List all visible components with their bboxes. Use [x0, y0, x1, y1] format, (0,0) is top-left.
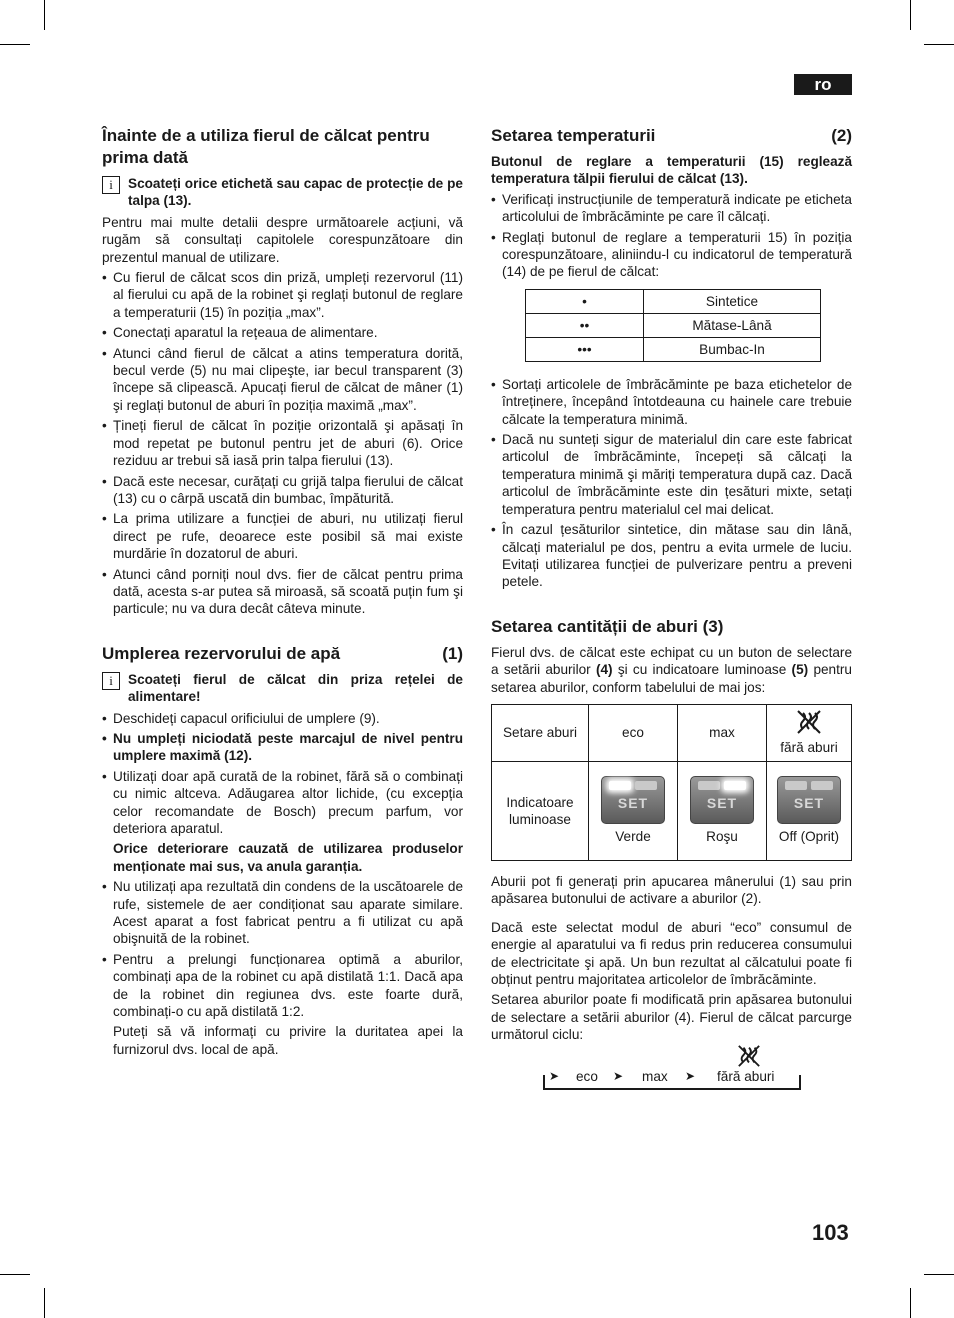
- list-item: • Cu fierul de călcat scos din priză, umpleți rezervorul (11) al fierului cu apă de la robinet şi reglați butonul de reglare a temperaturii (15) în poziția „max”.: [102, 269, 463, 321]
- paragraph: Aburii pot fi generați prin apucarea mânerului (1) sau prin apăsarea butonului de activare a aburilor (2).: [491, 873, 852, 907]
- list-item: • Reglați butonul de reglare a temperaturii 15) în poziția corespunzătoare, aliniindu-l cu indicatorul de temperatură (14) de pe fierul de călcat:: [491, 229, 852, 281]
- left-column: [102, 125, 463, 1061]
- list-item: • Nu umpleți niciodată peste marcajul de nivel pentru umplere maximă (12).: [102, 730, 463, 765]
- arrow-right-icon: ➤: [685, 1068, 696, 1083]
- no-steam-icon: [767, 709, 851, 739]
- list-item: • Pentru a prelungi funcționarea optimă a aburilor, combinați apa de la robinet cu apă distilată 1:1. Dacă apa de la robinet din regiunea dvs. este foarte dură, combinați-o cu apă distilată 1:2. Puteți să vă informați cu privire la duritatea apei la furnizorul dvs. local de apă.: [102, 951, 463, 1058]
- crop-mark: [0, 44, 30, 45]
- page-number: 103: [812, 1220, 849, 1245]
- indicator-green-image: SET: [601, 776, 665, 824]
- list-item: • Dacă nu sunteți sigur de materialul din care este fabricat articolul de îmbrăcăminte, începeți să călcați la temperatura minimă şi măriți temperatura după caz. Dacă articolul de îmbrăcăminte este din țesături mixte, setați temperatura pentru materialul cel mai delicat.: [491, 431, 852, 518]
- section-title-temperature: Setarea temperaturii (2): [491, 126, 852, 145]
- steam-cycle-diagram: ➤ eco ➤ max ➤ fără aburi: [491, 1048, 852, 1118]
- temperature-table: [525, 289, 821, 362]
- bullet-list: [491, 376, 852, 591]
- arrow-right-icon: ➤: [613, 1068, 624, 1083]
- crop-mark: [924, 44, 954, 45]
- list-item: • Atunci când fierul de călcat a atins temperatura dorită, becul verde (5) nu mai clipeşte, iar becul transparent (3) începe să clipească. Apucați fierul de călcat de mâner (1) şi reglați butonul de aburi în poziția maximă „max”.: [102, 345, 463, 415]
- crop-mark: [910, 0, 911, 30]
- crop-mark: [910, 1288, 911, 1318]
- table-row: Setare aburi eco max fără aburi: [492, 704, 852, 761]
- steam-table: [491, 704, 852, 861]
- section-title-first-use: Înainte de a utiliza fierul de călcat pentru prima dată: [102, 126, 430, 167]
- right-column: [491, 125, 852, 1118]
- table-row: • Sintetice: [526, 289, 821, 313]
- info-icon: i: [102, 672, 120, 690]
- section-title-fill-tank: Umplerea rezervorului de apă (1): [102, 643, 463, 663]
- table-row: •• Mătase-Lână: [526, 313, 821, 337]
- bullet-list: [102, 710, 463, 1059]
- arrow-right-icon: ➤: [549, 1068, 560, 1083]
- language-tab: ro: [794, 74, 852, 95]
- list-item: • Conectați aparatul la rețeaua de alimentare.: [102, 324, 463, 341]
- paragraph: Pentru mai multe detalii despre următoarele acțiuni, vă rugăm să consultați capitolele corespunzătoare din prezentul manual de utilizare.: [102, 214, 463, 265]
- list-item: • Deschideți capacul orificiului de umplere (9).: [102, 710, 463, 727]
- crop-mark: [0, 1274, 30, 1275]
- table-row: Indicatoare luminoase SET Verde SET Roşu SET Off (Oprit): [492, 761, 852, 860]
- info-icon: i: [102, 176, 120, 194]
- list-item: • Sortați articolele de îmbrăcăminte pe baza etichetelor de întreținere, începând întotdeauna cu hainele care trebuie călcate la temperatura minimă.: [491, 376, 852, 428]
- section-title-steam: Setarea cantității de aburi (3): [491, 616, 724, 636]
- list-item: • La prima utilizare a funcției de aburi, nu utilizați fierul direct pe rufe, deoarece este posibil să mai existe murdărie în dozatorul de aburi.: [102, 510, 463, 562]
- list-item: • Utilizați doar apă curată de la robinet, fără să o combinați cu nimic altceva. Adăugarea altor lichide, (cu excepția celor recomandate de Bosch) precum parfum, vor deteriora aparatul. Orice deteriorare cauzată de utilizarea produselor menționate mai sus, va anula garanția.: [102, 768, 463, 875]
- paragraph: Fierul dvs. de călcat este echipat cu un buton de selectare a setării aburilor (4) şi cu indicatoare luminoase (5) pentru setarea aburilor, conform tabelului de mai jos:: [491, 644, 852, 695]
- indicator-red-image: SET: [690, 776, 754, 824]
- info-note: i Scoateți orice etichetă sau capac de protecție de pe talpa (13).: [102, 175, 463, 210]
- crop-mark: [44, 0, 45, 30]
- list-item: • Dacă este necesar, curățați cu grijă talpa fierului de călcat (13) cu o cârpă uscată din bumbac, împăturită.: [102, 473, 463, 508]
- list-item: • În cazul țesăturilor sintetice, din mătase sau din lână, călcați materialul pe dos, pentru a evita urmele de luciu. Evitați utilizarea funcției de pulverizare pentru a preveni petele.: [491, 521, 852, 591]
- bullet-list: [102, 269, 463, 618]
- paragraph: Dacă este selectat modul de aburi “eco” consumul de energie al aparatului va fi redus prin reducerea consumului de electricitate şi apă. Un bun rezultat al călcatului poate fi obținut pentru majoritatea articolelor de îmbrăcăminte.: [491, 919, 852, 987]
- indicator-off-image: SET: [777, 776, 841, 824]
- info-note: i Scoateți fierul de călcat din priza rețelei de alimentare!: [102, 671, 463, 706]
- bullet-list: [491, 191, 852, 281]
- lead-paragraph: Butonul de reglare a temperaturii (15) reglează temperatura tălpii fierului de călcat (13).: [491, 154, 852, 187]
- crop-mark: [44, 1288, 45, 1318]
- list-item: • Atunci când porniți noul dvs. fier de călcat pentru prima dată, acesta s-ar putea să miroasă, să scoată puțin fum şi particule; nu va dura decât câteva minute.: [102, 566, 463, 618]
- table-row: ••• Bumbac-In: [526, 337, 821, 361]
- list-item: • Verificați instrucțiunile de temperatură indicate pe eticheta articolului de îmbrăcăminte pe care îl călcați.: [491, 191, 852, 226]
- paragraph: Setarea aburilor poate fi modificată prin apăsarea butonului de selectare a setării aburilor (4). Fierul de călcat parcurge următorul ciclu:: [491, 992, 852, 1043]
- list-item: • Nu utilizați apa rezultată din condens de la uscătoarele de rufe, sistemele de aer condiționat sau aparate similare. Acest aparat a fost fabricat pentru a fi utilizat cu apă obişnuită de la robinet.: [102, 878, 463, 948]
- list-item: • Țineți fierul de călcat în poziție orizontală şi apăsați în mod repetat pe butonul pentru jet de aburi (6). Orice reziduu ar trebui să iasă prin talpa fierului (13).: [102, 417, 463, 469]
- crop-mark: [924, 1274, 954, 1275]
